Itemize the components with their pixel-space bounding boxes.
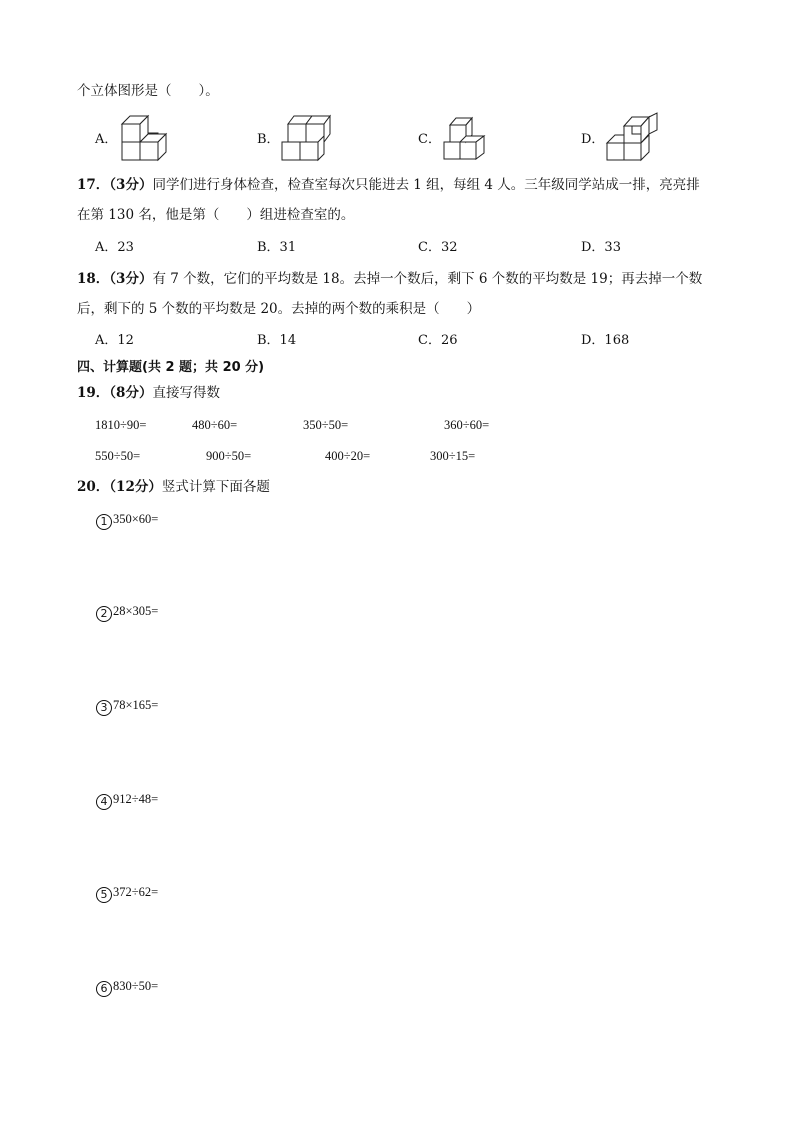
q17-text-2: 在第 130 名，他是第（ ）组进检查室的。 (77, 207, 355, 223)
q20-expr-2: 28×305= (113, 604, 159, 618)
q16-option-b-figure (280, 111, 332, 163)
q17-number: 17． (77, 177, 110, 193)
q20-expr-3: 78×165= (113, 698, 159, 712)
q19-calc-7: 400÷20= (325, 449, 371, 463)
q17-option-d: D．33 (581, 240, 621, 255)
q20-item-6 (96, 977, 158, 997)
q19-text: 直接写得数 (152, 385, 220, 401)
circled-number-2: 2 (96, 606, 112, 622)
q16-option-b-label: B． (257, 132, 280, 147)
q17-text-1: 同学们进行身体检查，检查室每次只能进去 1 组，每组 4 人。三年级同学站成一排，亮亮排 (152, 177, 700, 193)
q20-item-5 (96, 883, 158, 903)
q20-expr-6: 830÷50= (113, 979, 159, 993)
circled-number-6: 6 (96, 981, 112, 997)
q18-score: （3分） (109, 271, 153, 287)
q18-option-d: D．168 (581, 333, 630, 348)
q19-calc-2: 480÷60= (192, 418, 238, 432)
q16-option-a-figure (120, 113, 172, 163)
q17-option-c: C．32 (418, 240, 458, 255)
q20-item-2 (96, 602, 158, 622)
q19-calc-4: 360÷60= (444, 418, 490, 432)
circled-number-3: 3 (96, 700, 112, 716)
q19-calc-5: 550÷50= (95, 449, 141, 463)
q20-item-4 (96, 790, 158, 810)
q18-option-a: A．12 (95, 333, 134, 348)
q19-number: 19． (77, 385, 110, 401)
q16-option-c-figure (442, 113, 490, 163)
q19-calc-6: 900÷50= (206, 449, 252, 463)
q19-calc-1: 1810÷90= (95, 418, 147, 432)
q17-score: （3分） (109, 177, 153, 193)
circled-number-4: 4 (96, 794, 112, 810)
q18-option-b: B．14 (257, 333, 297, 348)
q16-option-d-label: D． (581, 132, 605, 147)
q16-option-c-label: C． (418, 132, 441, 147)
section-4-title: 四、计算题(共 2 题；共 20 分) (77, 360, 265, 375)
circled-number-5: 5 (96, 887, 112, 903)
q20-score: （12分） (109, 479, 162, 495)
q20-item-1 (96, 510, 158, 530)
q18-option-c: C．26 (418, 333, 458, 348)
circled-number-1: 1 (96, 514, 112, 530)
q16-option-d-figure (605, 111, 659, 163)
q18-number: 18． (77, 271, 110, 287)
q19-score: （8分） (109, 385, 153, 401)
q20-expr-1: 350×60= (113, 512, 159, 526)
q17-option-b: B．31 (257, 240, 297, 255)
q17-option-a: A．23 (95, 240, 134, 255)
q20-expr-5: 372÷62= (113, 885, 159, 899)
q20-expr-4: 912÷48= (113, 792, 159, 806)
q17-line1 (77, 176, 700, 194)
q19-calc-3: 350÷50= (303, 418, 349, 432)
q20-item-3 (96, 696, 158, 716)
q20-text: 竖式计算下面各题 (161, 479, 270, 495)
q18-line1 (77, 270, 702, 288)
q16-tail-text: 个立体图形是（ ）。 (77, 83, 219, 99)
q19-calc-8: 300÷15= (430, 449, 476, 463)
q19-heading (77, 384, 220, 402)
q20-number: 20． (77, 479, 110, 495)
q16-option-a-label: A． (95, 132, 118, 147)
q18-text-2: 后，剩下的 5 个数的平均数是 20。去掉的两个数的乘积是（ ） (77, 301, 481, 317)
q18-text-1: 有 7 个数，它们的平均数是 18。去掉一个数后，剩下 6 个数的平均数是 19；再去掉一个数 (152, 271, 703, 287)
q20-heading (77, 478, 270, 496)
